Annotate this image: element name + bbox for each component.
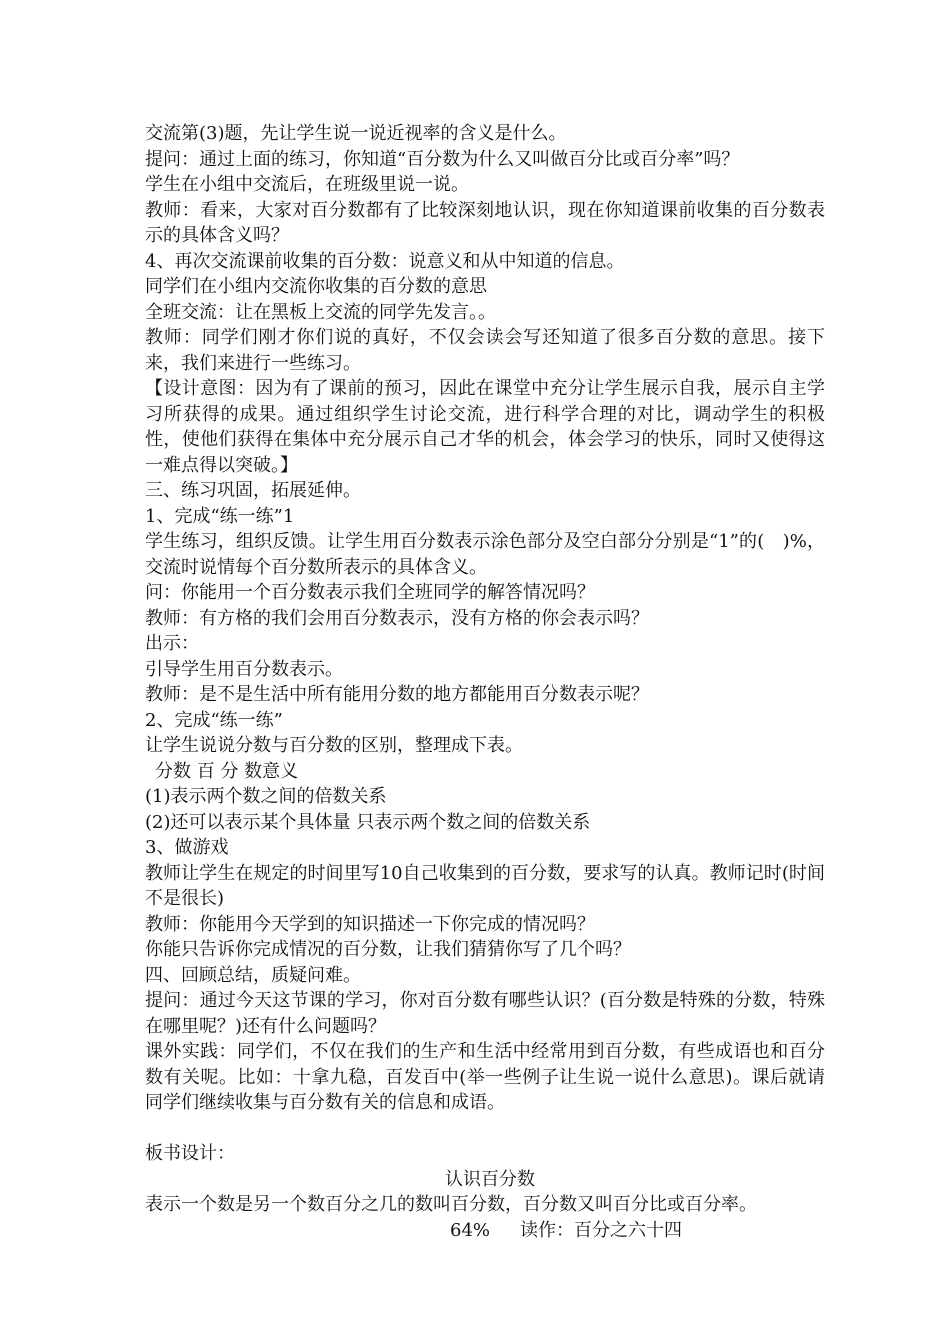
paragraph: 教师：你能用今天学到的知识描述一下你完成的情况吗？	[145, 913, 595, 935]
comparison-table-header: 分数 百 分 数意义	[155, 760, 299, 782]
paragraph: 你能只告诉你完成情况的百分数，让我们猜猜你写了几个吗？	[145, 939, 631, 960]
paragraph: 4、再次交流课前收集的百分数：说意义和从中知道的信息。	[145, 250, 625, 272]
paragraph: 教师：有方格的我们会用百分数表示，没有方格的你会表示吗？	[145, 607, 649, 629]
paragraph: 教师让学生在规定的时间里写10自己收集到的百分数，要求写的认真。教师记时(时间不是很长)	[145, 862, 825, 909]
paragraph: 教师：同学们刚才你们说的真好，不仅会读会写还知道了很多百分数的意思。接下来，我们来进行一些练习。	[145, 327, 825, 374]
paragraph: 交流第(3)题，先让学生说一说近视率的含义是什么。	[145, 123, 567, 144]
comparison-table-row: (1)表示两个数之间的倍数关系	[145, 786, 387, 807]
paragraph: 同学们在小组内交流你收集的百分数的意思	[145, 276, 487, 297]
paragraph: 学生练习，组织反馈。让学生用百分数表示涂色部分及空白部分分别是“1”的( )%，交流时说情每个百分数所表示的具体含义。	[145, 531, 825, 578]
example-value: 64%	[450, 1219, 491, 1241]
paragraph: 教师：是不是生活中所有能用分数的地方都能用百分数表示呢？	[145, 684, 649, 705]
board-example	[145, 1218, 825, 1244]
section-heading: 三、练习巩固，拓展延伸。	[145, 480, 361, 501]
design-intent-paragraph: 【设计意图：因为有了课前的预习，因此在课堂中充分让学生展示自我，展示自主学习所获得的成果。通过组织学生讨论交流，进行科学合理的对比，调动学生的积极性，使他们获得在集体中充分展示自己才华的机会，体会学习的快乐，同时又使得这一难点得以突破。】	[145, 378, 825, 476]
section-heading: 四、回顾总结，质疑问难。	[145, 964, 361, 986]
comparison-table-row: (2)还可以表示某个具体量 只表示两个数之间的倍数关系	[145, 811, 591, 833]
paragraph: 出示：	[145, 633, 199, 654]
paragraph: 问：你能用一个百分数表示我们全班同学的解答情况吗？	[145, 582, 595, 603]
paragraph: 提问：通过今天这节课的学习，你对百分数有哪些认识？(百分数是特殊的分数，特殊在哪里呢？)还有什么问题吗？	[145, 990, 825, 1037]
spacer	[145, 1116, 825, 1142]
paragraph: 提问：通过上面的练习，你知道“百分数为什么又叫做百分比或百分率”吗？	[145, 148, 740, 170]
paragraph: 课外实践：同学们，不仅在我们的生产和生活中经常用到百分数，有些成语也和百分数有关呢。比如：十拿九稳，百发百中(举一些例子让生说一说什么意思)。课后就请同学们继续收集与百分数有关的信息和成语。	[145, 1041, 825, 1113]
board-definition: 表示一个数是另一个数百分之几的数叫百分数，百分数又叫百分比或百分率。	[145, 1194, 757, 1215]
paragraph: 引导学生用百分数表示。	[145, 658, 343, 680]
paragraph: 教师：看来，大家对百分数都有了比较深刻地认识，现在你知道课前收集的百分数表示的具体含义吗？	[145, 199, 825, 246]
paragraph: 学生在小组中交流后，在班级里说一说。	[145, 174, 469, 195]
document-body	[145, 121, 825, 1243]
paragraph: 2、完成“练一练”	[145, 709, 283, 731]
section-heading: 3、做游戏	[145, 837, 229, 858]
paragraph: 全班交流：让在黑板上交流的同学先发言。。	[145, 301, 496, 323]
board-title: 认识百分数	[445, 1168, 535, 1190]
board-design-label: 板书设计：	[145, 1143, 235, 1164]
paragraph: 让学生说说分数与百分数的区别，整理成下表。	[145, 735, 523, 756]
paragraph: 1、完成“练一练”1	[145, 505, 295, 527]
example-reading: 读作：百分之六十四	[520, 1219, 683, 1241]
